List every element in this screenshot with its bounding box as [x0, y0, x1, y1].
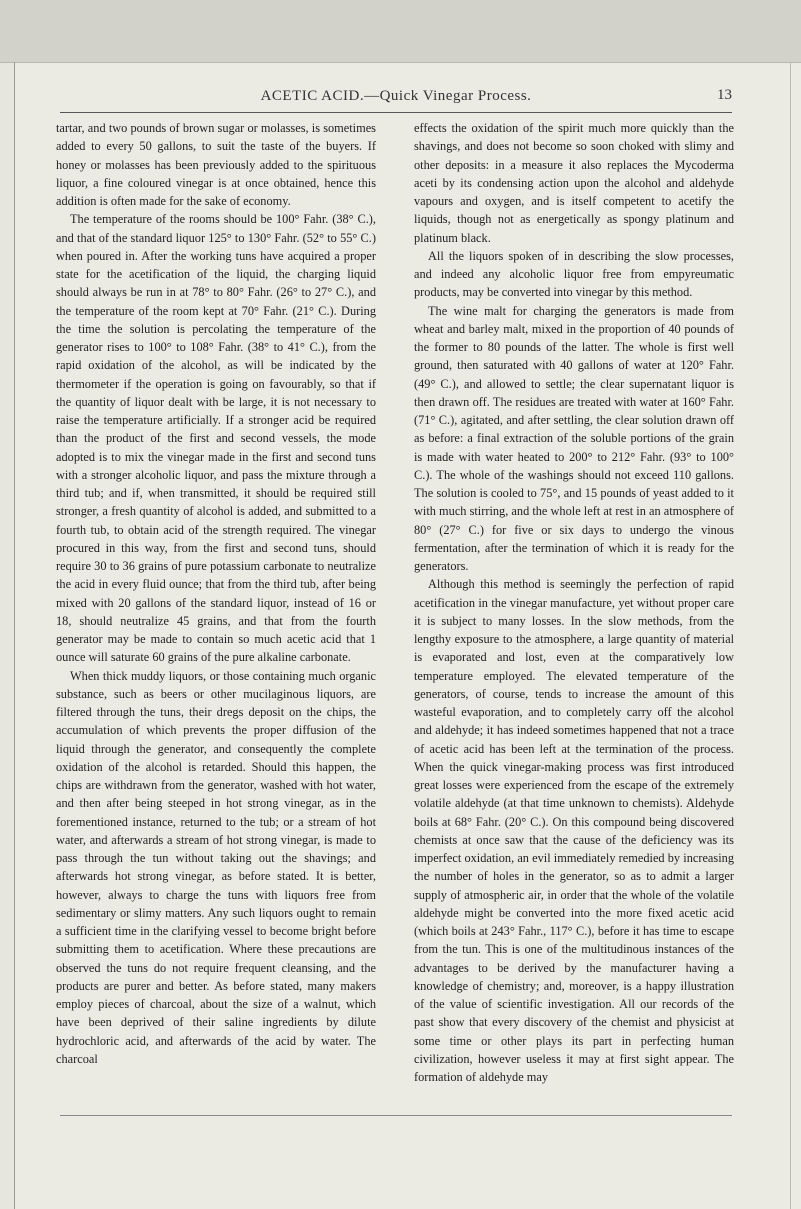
page-edge-right [790, 62, 791, 1209]
paragraph: Although this method is seemingly the perfection of rapid acetification in the vinegar manufacture, yet without proper care it is subject to many losses. In the slow methods, from the lengthy exposure to the atmosphere, a large quantity of material is evaporated and lost, even at the comparatively low temperature employed. The elevated temperature of the generators, of course, tends to increase the amount of this wasteful evaporation, and to completely carry off the alcohol and aldehyde; it has indeed sometimes happened that not a trace of acetic acid has been left at the termination of the process. When the quick vinegar-making process was first introduced great losses were experienced from the escape of the extremely volatile aldehyde (at that time unknown to chemists). Aldehyde boils at 68° Fahr. (20° C.). On this compound being discovered chemists at once saw that the cause of the deficiency was its imperfect oxidation, an evil immediately remedied by increasing the number of holes in the generator, so as to admit a larger supply of atmospheric air, in order that the whole of the volatile aldehyde might be converted into the more fixed acetic acid (which boils at 243° Fahr., 117° C.), before it has time to escape from the tun. This is one of the multitudinous instances of the advantages to be derived by the manufacturer having a knowledge of chemistry; and, moreover, is a happy illustration of the value of scientific investigation. All our records of the past show that every discovery of the chemist and physicist at some time or other plays its part in perfecting human civilization, however useless it may at first sight appear. The formation of aldehyde may [414, 577, 734, 1084]
right-column [414, 119, 734, 1111]
scan-top-band [0, 0, 801, 63]
paragraph: effects the oxidation of the spirit much more quickly than the shavings, and does not become so soon choked with slimy and other deposits: in a measure it also replaces the Mycoderma aceti by its condensing action upon the alcohol and aldehyde vapours and oxygen, and is itself competent to acetify the liquids, though not as energetically as spongy platinum and platinum black. [414, 121, 734, 245]
page-edge-left [14, 62, 15, 1209]
paragraph: The temperature of the rooms should be 100° Fahr. (38° C.), and that of the standard liquor 125° to 130° Fahr. (52° to 55° C.) when poured in. After the working tuns have acquired a proper state for the acetification of the liquid, the charging liquid should always be run in at 78° to 80° Fahr. (26° to 27° C.), and the temperature of the room kept at 70° Fahr. (21° C.). During the time the solution is percolating the temperature of the generator rises to 100° to 108° Fahr. (38° to 41° C.), from the rapid oxidation of the alcohol, as will be indicated by the thermometer if the operation is going on favourably, so that if the quantity of liquor dealt with be large, it is not necessary to raise the temperature artificially. If a stronger acid be required than the product of the first and second vessels, the mode adopted is to mix the vinegar made in the first and second tuns with a stronger alcoholic liquor, and pass the mixture through a third tub; and if, when transmitted, it should be required still stronger, a fresh quantity of alcohol is added, and submitted to a fourth tub, to obtain acid of the strength required. The vinegar procured in this way, from the first and second tuns, should require 30 to 36 grains of pure potassium carbonate to neutralize the acid in every fluid ounce; that from the third tub, after being mixed with 20 gallons of the standard liquor, instead of 16 or 18, should neutralize 45 grains, and that from the fourth generator may be made to contain so much acetic acid that 1 ounce will saturate 60 grains of the pure alkaline carbonate. [56, 212, 376, 665]
paragraph: All the liquors spoken of in describing the slow processes, and indeed any alcoholic liquor free from empyreumatic products, may be converted into vinegar by this method. [414, 248, 734, 300]
paragraph: tartar, and two pounds of brown sugar or molasses, is sometimes added to every 50 gallons, to suit the taste of the buyers. If honey or molasses has been previously added to the spirituous liquor, a fine coloured vinegar is at once obtained, hence this addition is often made for the sake of economy. [56, 121, 376, 208]
header-rule [60, 112, 732, 113]
page-number: 13 [717, 87, 732, 103]
footer-rule [60, 1115, 732, 1116]
paragraph: When thick muddy liquors, or those containing much organic substance, such as beers or other mucilaginous liquors, are filtered through the tuns, their dregs deposit on the chips, the accumulation of which prevents the proper diffusion of the liquid through the generator, and consequently the complete oxidation of the alcohol is retarded. Should this happen, the chips are withdrawn from the generator, washed with hot water, and then after being steeped in hot strong vinegar, as in the forementioned instance, returned to the tub; or a stream of hot water, and afterwards a stream of hot strong vinegar, is made to pass through the tun without taking out the shavings; and afterwards hot strong vinegar, as before stated. It is better, however, always to charge the tuns with liquors free from sedimentary or slimy matters. Any such liquors ought to remain a sufficient time in the clarifying vessel to become bright before submitting them to acetification. Where these precautions are observed the tuns do not require frequent cleansing, and the products are purer and better. As before stated, many makers employ pieces of charcoal, about the size of a walnut, which have been deprived of their saline ingredients by dilute hydrochloric acid, and afterwards of the acid by water. The charcoal [56, 668, 376, 1066]
left-column [56, 119, 376, 1111]
page-header [60, 82, 732, 112]
running-head: ACETIC ACID.—Quick Vinegar Process. [260, 88, 532, 104]
paragraph: The wine malt for charging the generators is made from wheat and barley malt, mixed in the proportion of 40 pounds of the former to 80 pounds of the latter. The whole is first well ground, then saturated with 40 gallons of water at 120° Fahr. (49° C.), and allowed to settle; the clear supernatant liquor is then drawn off. The residues are treated with water at 160° Fahr. (71° C.), agitated, and after settling, the clear solution drawn off as before: a final extraction of the soluble portions of the grain is made with water heated to 200° to 212° Fahr. (93° to 100° C.). The whole of the washings should not exceed 110 gallons. The solution is cooled to 75°, and 15 pounds of yeast added to it with much stirring, and the whole left at rest in an atmosphere of 80° (27° C.) for five or six days to undergo the vinous fermentation, after the termination of which it is ready for the generators. [414, 303, 734, 573]
